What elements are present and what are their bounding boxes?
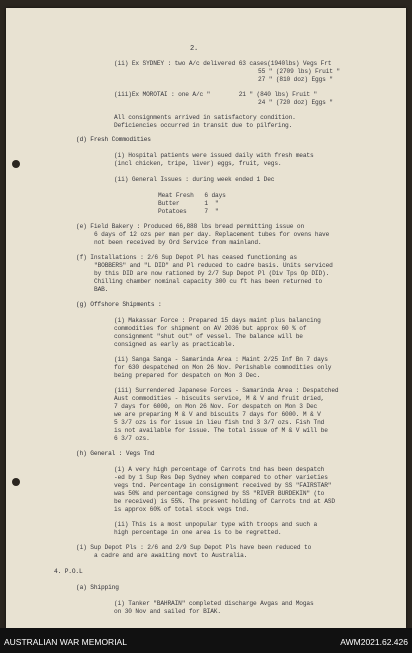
section-heading: (g) Offshore Shipments : — [76, 301, 162, 308]
footer-bar — [0, 628, 412, 653]
line: be received) is 55%. The present holding of Carrots tnd at ASD — [114, 498, 335, 505]
line: being prepared for despatch on Mon 3 Dec. — [114, 372, 261, 379]
section-heading: (h) General : Vegs Tnd — [76, 450, 155, 457]
line: commodities for shipment on AV 2036 but approx 60 % of — [114, 325, 307, 332]
line: (i) Sup Depot Pls : 2/6 and 2/9 Sup Depot Pls have been reduced to — [76, 544, 312, 551]
line: (ii) This is a most unpopular type with troops and such a — [114, 521, 318, 528]
line: vegs tnd. Percentage in consignment received by SS "FAIRSTAR" — [114, 482, 332, 489]
page-number: 2. — [190, 45, 199, 53]
footer-reference: AWM2021.62.426 — [340, 637, 408, 647]
line: for 630 despatched on Mon 26 Nov. Perishable commodities only — [114, 364, 332, 371]
line: is not available for issue. The total issue of M & V will be — [114, 427, 328, 434]
line: high percentage in one area is to be regretted. — [114, 529, 282, 536]
line: a cadre and are awaiting movt to Australia. — [94, 552, 248, 559]
line: All consignments arrived in satisfactory condition. — [114, 114, 296, 121]
punch-hole — [12, 160, 20, 168]
line: BAB. — [94, 286, 109, 293]
line: (ii) General Issues : during week ended 1 Dec — [114, 176, 275, 183]
line: (i) A very high percentage of Carrots tnd has been despatch — [114, 466, 325, 473]
line: we are preparing M & V and biscuits 7 days for 6000. M & V — [114, 411, 321, 418]
line: Butter 1 " — [158, 200, 219, 207]
line: (i) Hospital patients were issued daily with fresh meats — [114, 152, 314, 159]
line: "BOBBERS" and "L DID" and Pl reduced to cadre basis. Units serviced — [94, 262, 333, 269]
line: (i) Tanker "BAHRAIN" completed discharge Avgas and Mogas — [114, 600, 314, 607]
section-heading: (d) Fresh Commodities — [76, 136, 151, 143]
line: Deficiencies occurred in transit due to pilfering. — [114, 122, 293, 129]
line: Potatoes 7 " — [158, 208, 219, 215]
line: (ii) Sanga Sanga - Samarinda Area : Maint 2/25 Inf Bn 7 days — [114, 356, 328, 363]
line: Aust commodities - biscuits service, M & V and fruit dried, — [114, 395, 325, 402]
line: on 30 Nov and sailed for BIAK. — [114, 608, 221, 615]
punch-hole — [12, 478, 20, 486]
section-heading: (a) Shipping — [76, 584, 119, 591]
footer-source: AUSTRALIAN WAR MEMORIAL — [4, 637, 127, 647]
line: 27 " (810 doz) Eggs " — [258, 76, 333, 83]
line: consignment "shut out" of vessel. The balance will be — [114, 333, 303, 340]
line: consigned as early as practicable. — [114, 341, 236, 348]
line: (i) Makassar Force : Prepared 15 days maint plus balancing — [114, 317, 321, 324]
line: by this DID are now rationed by 2/7 Sup Depot Pl (Div Tps Op DID). — [94, 270, 330, 277]
line: 24 " (720 doz) Eggs " — [258, 99, 333, 106]
line: 6 days of 12 ozs per man per day. Replacement tubes for ovens have — [94, 231, 330, 238]
line: 5 3/7 ozs is for issue in lieu fish tnd 3 3/7 ozs. Fish Tnd — [114, 419, 325, 426]
typed-document-page — [6, 8, 406, 628]
line: 6 3/7 ozs. — [114, 435, 150, 442]
line: 55 " (2709 lbs) Fruit " — [258, 68, 340, 75]
line: 7 days for 6000, on Mon 26 Nov. For despatch on Mon 3 Dec — [114, 403, 318, 410]
line: -ed by 1 Sup Res Dep Sydney when compared to other varieties — [114, 474, 328, 481]
section-heading: 4. P.O.L — [54, 568, 83, 575]
line: (ii) Ex SYDNEY : two A/c delivered 63 cases(1940lbs) Vegs Frt — [114, 60, 332, 67]
line: Meat Fresh 6 days — [158, 192, 226, 199]
line: (iii) Surrendered Japanese Forces - Samarinda Area : Despatched — [114, 387, 339, 394]
line: not been received by Ord Service from mainland. — [94, 239, 262, 246]
line: Chilling chamber nominal capacity 300 cu ft has been returned to — [94, 278, 323, 285]
line: (f) Installations : 2/6 Sup Depot Pl has ceased functioning as — [76, 254, 297, 261]
line: is approx 60% of total stock vegs tnd. — [114, 506, 250, 513]
line: was 50% and percentage consigned by SS "RIVER BURDEKIN" (to — [114, 490, 325, 497]
line: (incl chicken, tripe, liver) eggs, fruit, vegs. — [114, 160, 282, 167]
line: (iii)Ex MOROTAI : one A/c " 21 " (840 lbs) Fruit " — [114, 91, 318, 98]
line: (e) Field Bakery : Produced 66,888 lbs bread permitting issue on — [76, 223, 305, 230]
